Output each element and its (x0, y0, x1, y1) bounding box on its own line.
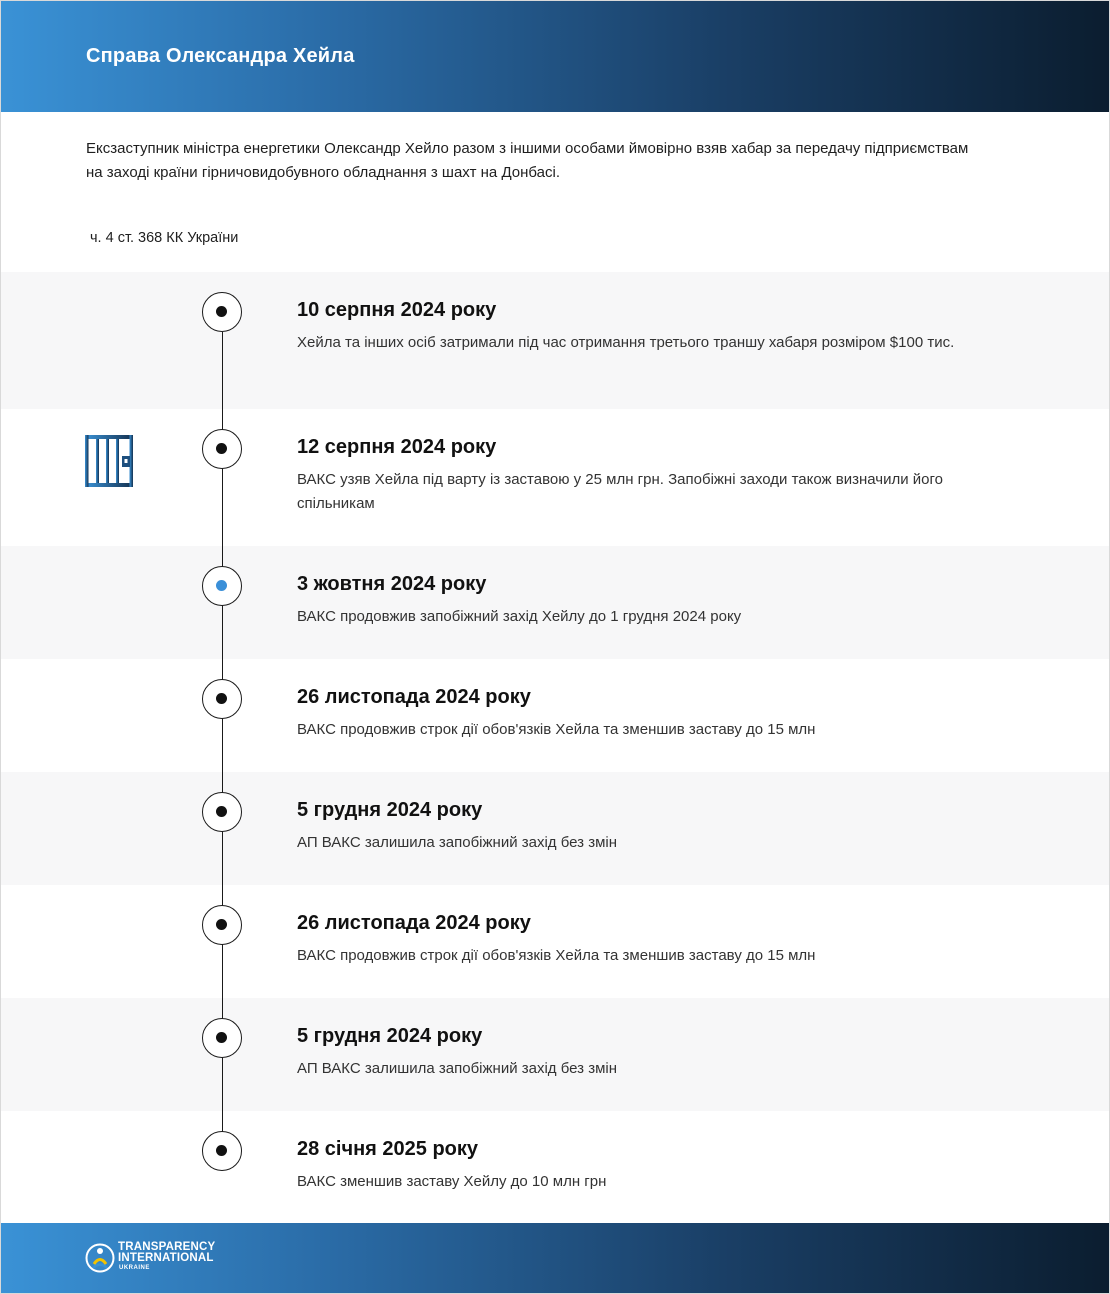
timeline-description: АП ВАКС залишила запобіжний захід без змін (297, 834, 618, 851)
transparency-international-logo: TRANSPARENCY INTERNATIONAL UKRAINE (118, 1241, 216, 1271)
timeline-date: 12 серпня 2024 року (297, 436, 497, 458)
timeline-description: Хейла та інших осіб затримали під час отримання третього траншу хабаря розміром $100 тис. (297, 334, 955, 351)
timeline-date: 10 серпня 2024 року (297, 299, 497, 321)
timeline-date: 3 жовтня 2024 року (297, 573, 487, 595)
criminal-code-article: ч. 4 ст. 368 КК України (90, 230, 239, 246)
timeline-node (202, 292, 242, 332)
timeline-node (202, 905, 242, 945)
timeline-node (202, 792, 242, 832)
timeline-item (1, 409, 1110, 546)
header-banner (1, 1, 1110, 112)
timeline-date: 5 грудня 2024 року (297, 1025, 483, 1047)
timeline-date: 26 листопада 2024 року (297, 686, 531, 708)
timeline-item (1, 998, 1110, 1111)
timeline-item (1, 546, 1110, 659)
timeline-node (202, 1131, 242, 1171)
timeline-node (202, 679, 242, 719)
timeline-date: 26 листопада 2024 року (297, 912, 531, 934)
timeline-item (1, 885, 1110, 998)
timeline-date: 28 січня 2025 року (297, 1138, 479, 1160)
timeline-description: ВАКС зменшив заставу Хейлу до 10 млн грн (297, 1173, 607, 1190)
page-title: Справа Олександра Хейла (86, 45, 355, 67)
transparency-international-logo-icon (85, 1242, 115, 1274)
timeline-item (1, 659, 1110, 772)
timeline-item (1, 272, 1110, 409)
timeline-item (1, 772, 1110, 885)
timeline-node (202, 429, 242, 469)
timeline-date: 5 грудня 2024 року (297, 799, 483, 821)
timeline (1, 272, 1110, 1223)
case-summary: Ексзаступник міністра енергетики Олександр Хейло разом з іншими особами ймовірно взяв хабар за передачу підприємствам на заході країни гірничовидобувного обладнання з шахт на Донбасі. (86, 140, 969, 181)
timeline-node (202, 1018, 242, 1058)
timeline-node-highlighted (202, 566, 242, 606)
timeline-item (1, 1111, 1110, 1223)
timeline-description: ВАКС продовжив строк дії обов'язків Хейла та зменшив заставу до 15 млн (297, 947, 816, 964)
timeline-description: АП ВАКС залишила запобіжний захід без змін (297, 1060, 618, 1077)
jail-bars-icon (85, 435, 133, 489)
timeline-description: ВАКС узяв Хейла під варту із заставою у 25 млн грн. Запобіжні заходи також визначили його спільникам (297, 471, 943, 512)
timeline-description: ВАКС продовжив запобіжний захід Хейлу до 1 грудня 2024 року (297, 608, 742, 625)
timeline-description: ВАКС продовжив строк дії обов'язків Хейла та зменшив заставу до 15 млн (297, 721, 816, 738)
